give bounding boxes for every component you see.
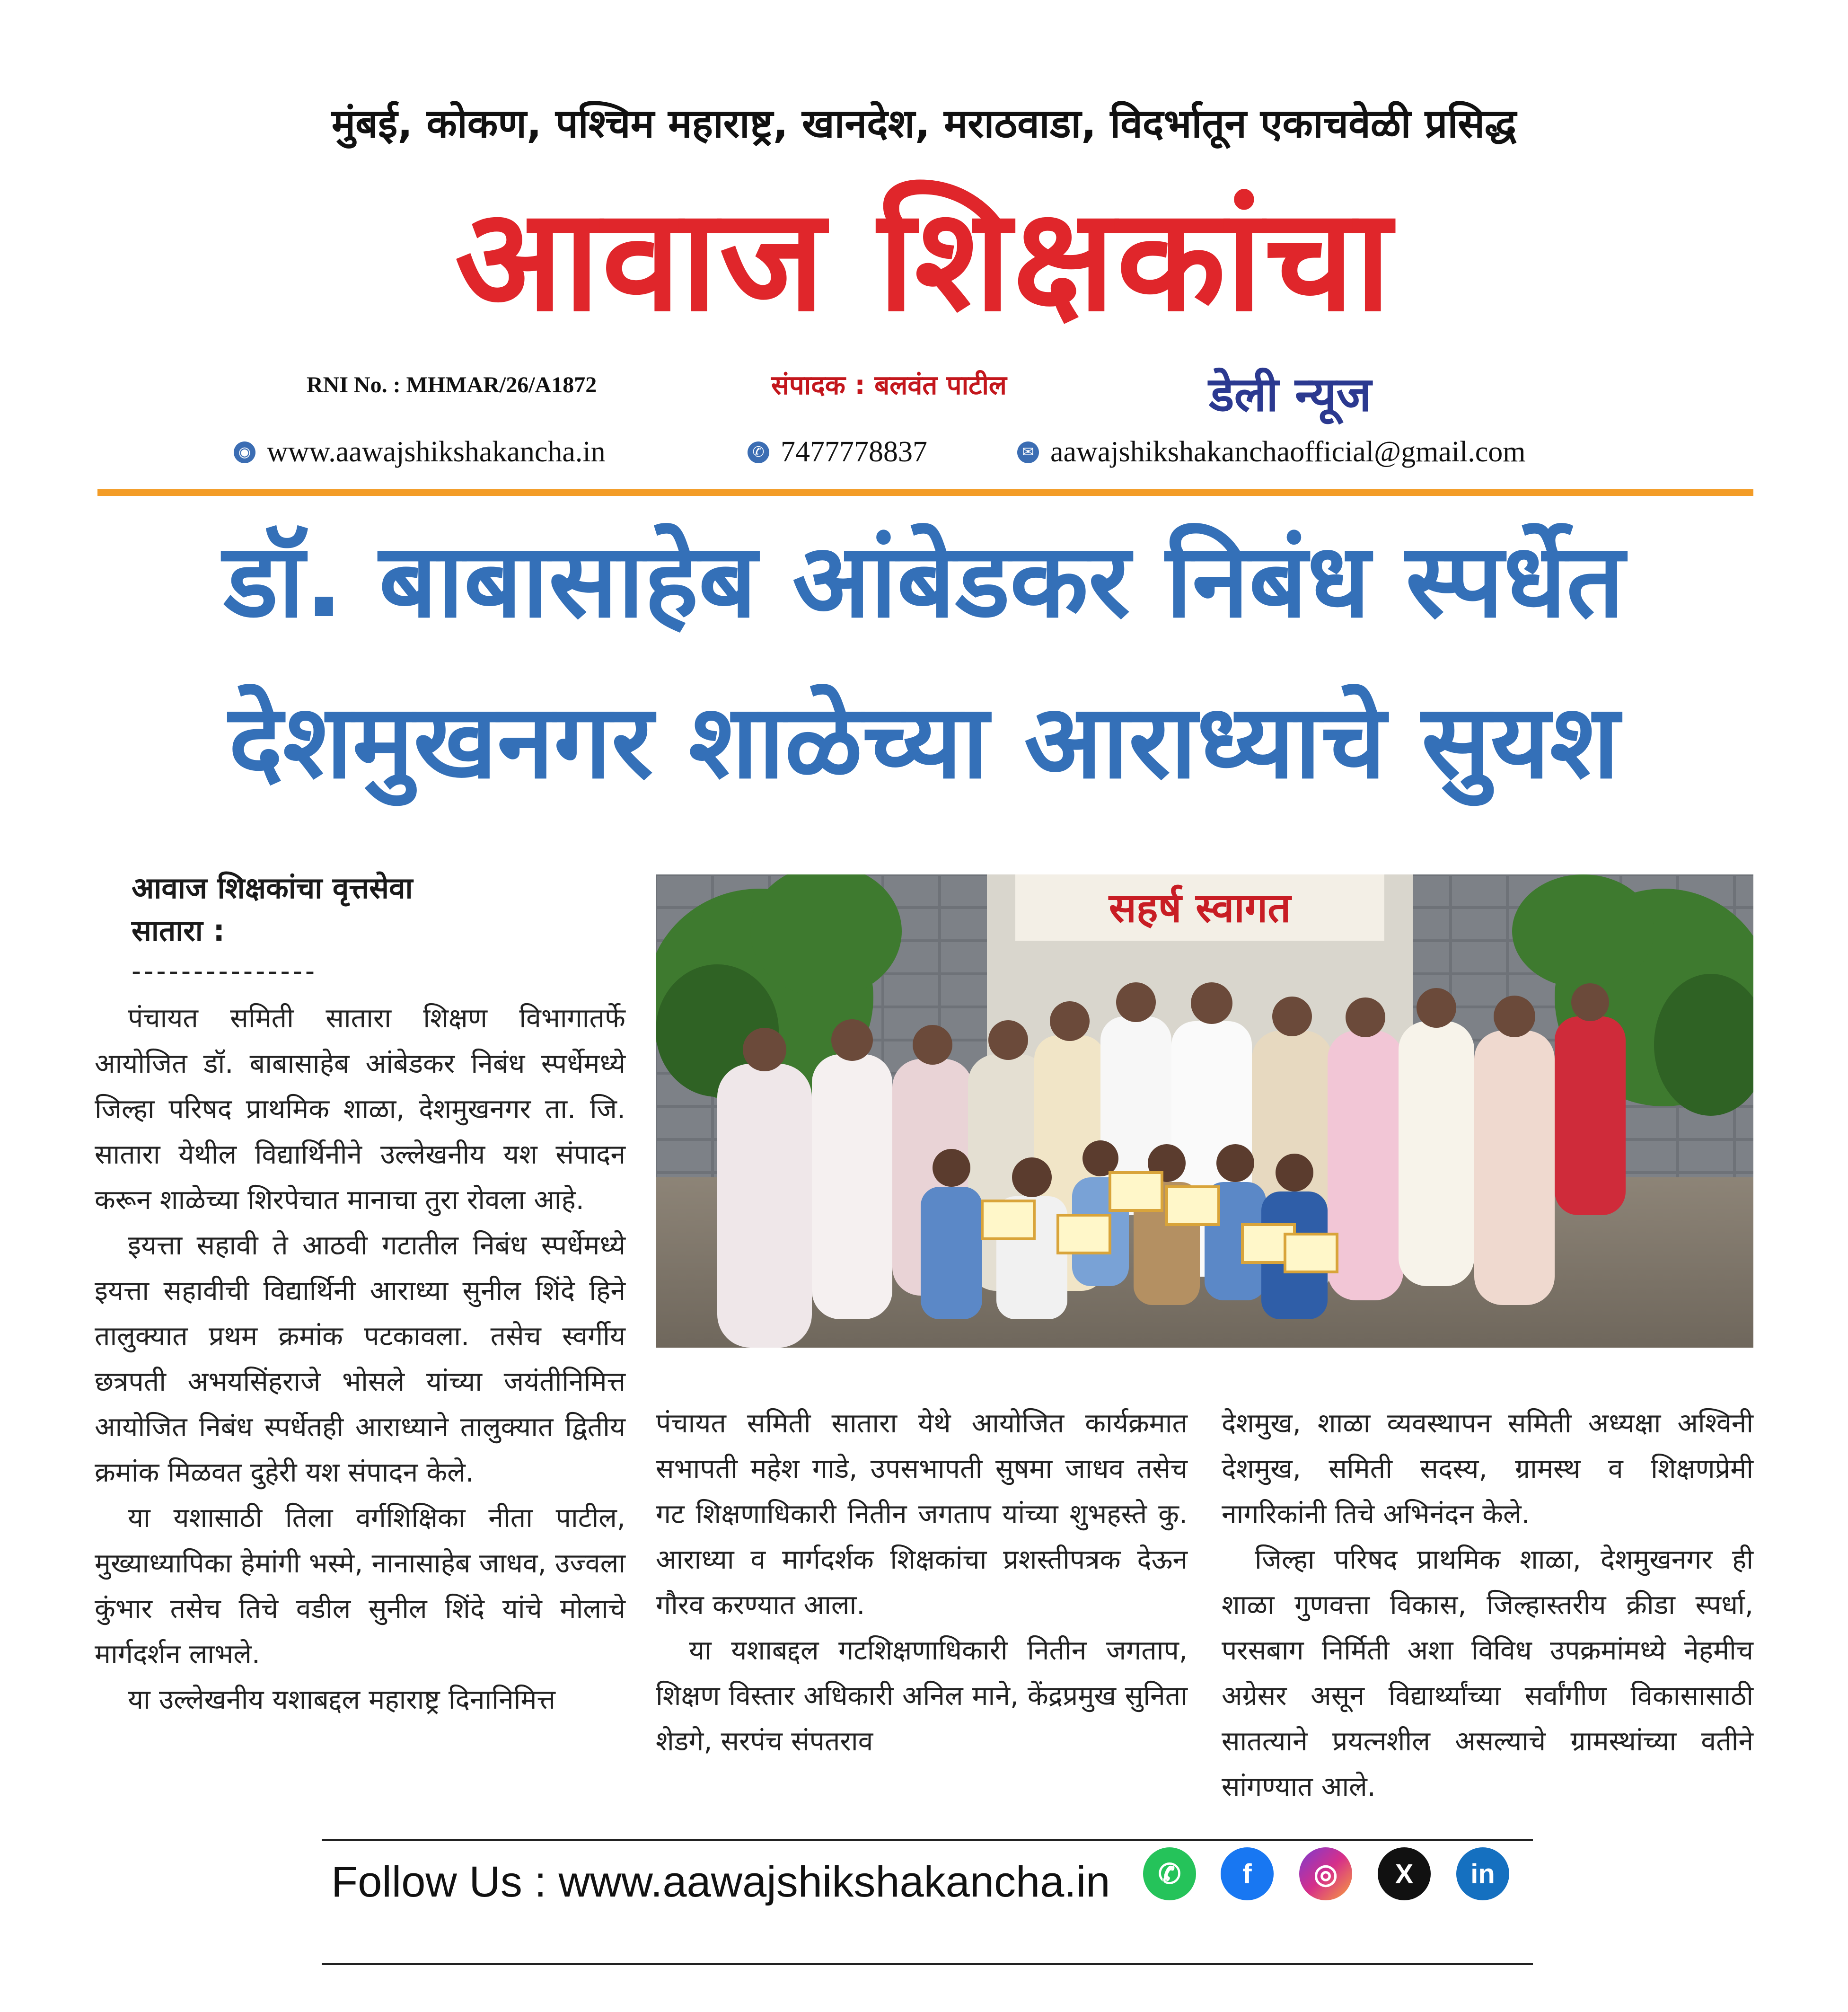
footer-divider-bottom — [322, 1963, 1533, 1965]
paragraph: या यशासाठी तिला वर्गशिक्षिका नीता पाटील, मुख्याध्यापिका हेमांगी भस्मे, नानासाहेब जाधव, उज्वला कुंभार तसेच तिचे वडील सुनील शिंदे यांचे मोलाचे मार्गदर्शन लाभले. — [95, 1502, 625, 1670]
phone-number[interactable]: 7477778837 — [781, 436, 927, 468]
article-column-3 — [1222, 1401, 1753, 1809]
paragraph: पंचायत समिती सातारा शिक्षण विभागातर्फे आयोजित डॉ. बाबासाहेब आंबेडकर निबंध स्पर्धेमध्ये जिल्हा परिषद प्राथमिक शाळा, देशमुखनगर ता. जि. सातारा येथील विद्यार्थिनीने उल्लेखनीय यश संपादन करून शाळेच्या शिरपेचात मानाचा तुरा रोवला आहे. — [95, 1003, 625, 1216]
email-link[interactable]: aawajshikshakanchaofficial@gmail.com — [1050, 436, 1526, 468]
globe-icon: ◉ — [234, 441, 255, 463]
instagram-icon[interactable]: ◎ — [1299, 1847, 1352, 1900]
article-column-1 — [95, 996, 625, 1722]
header-divider — [97, 489, 1753, 496]
masthead-title: आवाज शिक्षकांचा — [455, 177, 1393, 343]
rni-number: RNI No. : MHMAR/26/A1872 — [307, 372, 597, 397]
email-contact[interactable] — [1017, 435, 1526, 469]
byline-separator: --------------- — [132, 956, 318, 987]
news-source: आवाज शिक्षकांचा वृत्तसेवा — [132, 871, 413, 905]
paragraph: या यशाबद्दल गटशिक्षणाधिकारी नितीन जगताप, शिक्षण विस्तार अधिकारी अनिल माने, केंद्रप्रमुख सुनिता शेडगे, सरपंच संपतराव — [656, 1635, 1188, 1757]
article-column-2 — [656, 1401, 1188, 1764]
linkedin-icon[interactable]: in — [1456, 1847, 1509, 1900]
paragraph: जिल्हा परिषद प्राथमिक शाळा, देशमुखनगर ही शाळा गुणवत्ता विकास, जिल्हास्तरीय क्रीडा स्पर्धा, परसबाग निर्मिती अशा विविध उपक्रमांमध्ये नेहमीच अग्रेसर असून विद्यार्थ्यांच्या सर्वांगीण विकासासाठी सातत्याने प्रयत्नशील असल्याचे ग्रामस्थांच्या वतीने सांगण्यात आले. — [1222, 1544, 1753, 1802]
footer-divider-top — [322, 1839, 1533, 1841]
tagline: मुंबई, कोकण, पश्चिम महाराष्ट्र, खानदेश, मराठवाडा, विदर्भातून एकाचवेळी प्रसिद्ध — [331, 100, 1517, 147]
phone-contact[interactable] — [748, 435, 927, 469]
follow-us-text[interactable]: Follow Us : www.aawajshikshakancha.in — [331, 1858, 1110, 1906]
website-link[interactable]: www.aawajshikshakancha.in — [267, 436, 606, 468]
website-contact[interactable] — [234, 435, 606, 469]
email-icon: ✉ — [1017, 441, 1039, 463]
paragraph: इयत्ता सहावी ते आठवी गटातील निबंध स्पर्धेमध्ये इयत्ता सहावीची विद्यार्थिनी आराध्या सुनील शिंदे हिने तालुक्यात प्रथम क्रमांक पटकावला. तसेच स्वर्गीय छत्रपती अभयसिंहराजे भोसले यांच्या जयंतीनिमित्त आयोजित निबंध स्पर्धेतही आराध्याने तालुक्यात द्वितीय क्रमांक मिळवत दुहेरी यश संपादन केले. — [95, 1230, 625, 1488]
phone-icon: ✆ — [748, 441, 769, 463]
headline-line-1: डॉ. बाबासाहेब आंबेडकर निबंध स्पर्धेत — [223, 521, 1625, 640]
event-photo — [656, 874, 1753, 1348]
paragraph: या उल्लेखनीय यशाबद्दल महाराष्ट्र दिनानिमित्त — [128, 1684, 555, 1715]
dateline: सातारा : — [132, 913, 225, 948]
headline-line-2: देशमुखनगर शाळेच्या आराध्याचे सुयश — [229, 682, 1619, 801]
edition-label: डेली न्यूज — [1209, 367, 1372, 422]
paragraph: पंचायत समिती सातारा येथे आयोजित कार्यक्रमात सभापती महेश गाडे, उपसभापती सुषमा जाधव तसेच गट शिक्षणाधिकारी नितीन जगताप यांच्या शुभहस्ते कु. आराध्या व मार्गदर्शक शिक्षकांचा प्रशस्तीपत्रक देऊन गौरव करण्यात आला. — [656, 1408, 1188, 1621]
editor-credit: संपादक : बलवंत पाटील — [771, 370, 1007, 401]
welcome-banner-text: सहर्ष स्वागत — [1109, 884, 1291, 932]
paragraph: देशमुख, शाळा व्यवस्थापन समिती अध्यक्षा अश्विनी देशमुख, समिती सदस्य, ग्रामस्थ व शिक्षणप्रेमी नागरिकांनी तिचे अभिनंदन केले. — [1222, 1408, 1753, 1530]
whatsapp-icon[interactable]: ✆ — [1143, 1847, 1196, 1900]
facebook-icon[interactable]: f — [1221, 1847, 1274, 1900]
x-icon[interactable]: X — [1378, 1847, 1431, 1900]
byline — [132, 867, 413, 952]
